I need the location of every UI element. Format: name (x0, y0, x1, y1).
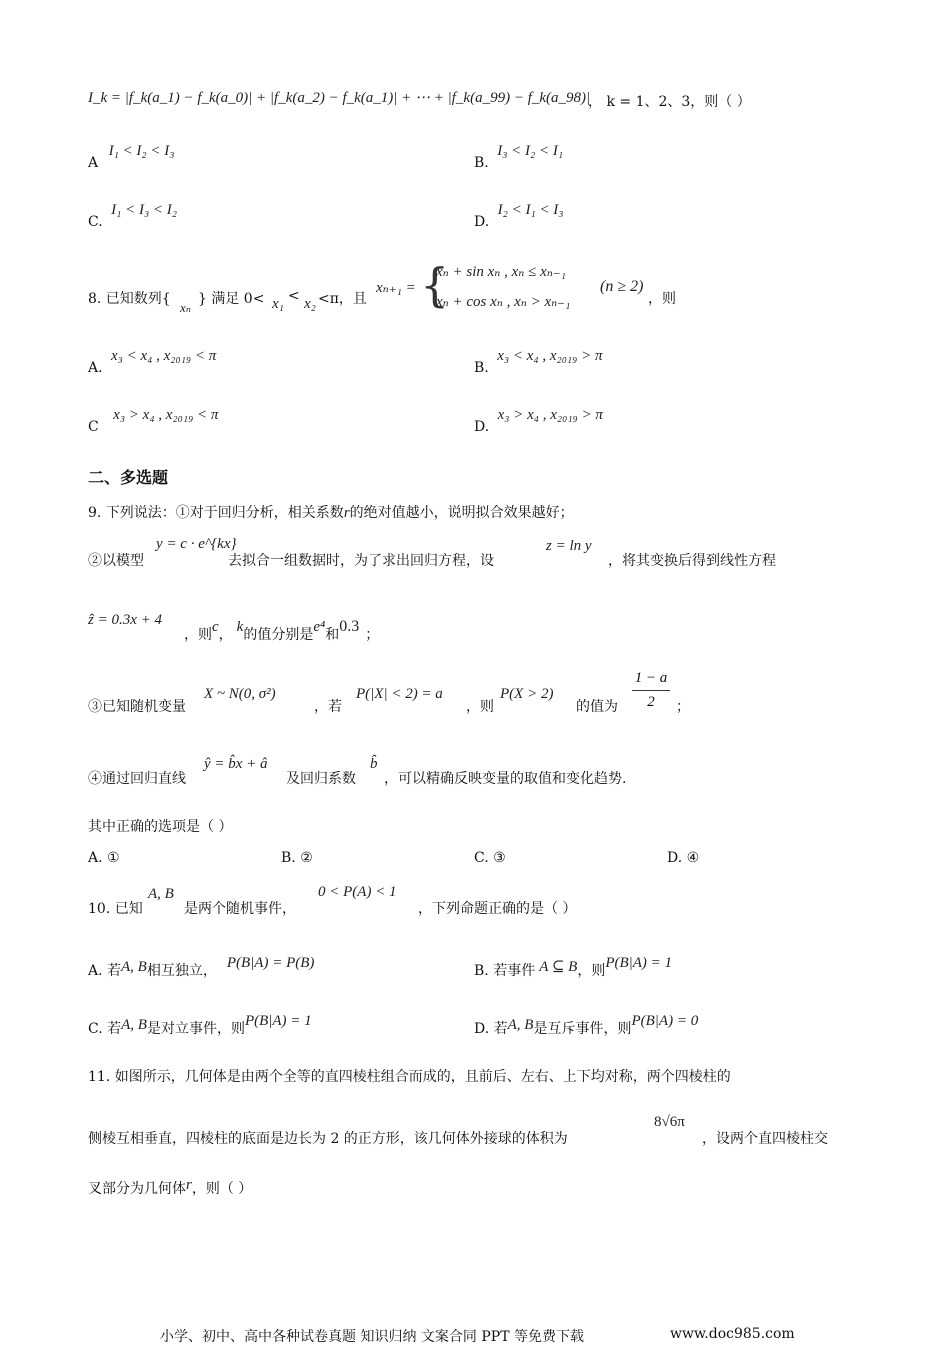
q11-vol: 8√6π (654, 1114, 685, 1130)
q10-pa: 0 < P(A) < 1 (318, 884, 397, 900)
q11-line2a: 侧棱互相垂直，四棱柱的底面是边长为 2 的正方形，该几何体外接球的体积为 (88, 1131, 568, 1147)
q9-line4d: 的值为 (576, 699, 618, 715)
option-text: ，则 (577, 963, 606, 979)
q9-pgt: P(X > 2) (500, 686, 554, 702)
q9-line5b: 及回归系数 (286, 771, 356, 787)
q9-line5a: ④通过回归直线 (88, 771, 186, 787)
q10-option-b[interactable] (474, 955, 673, 980)
q10-b: 是两个随机事件， (184, 901, 296, 917)
q9-e4: e⁴ (313, 619, 326, 635)
option-label: D. (474, 419, 490, 435)
fraction-numerator: 1 − a (634, 670, 668, 686)
option-events: A, B (507, 1017, 534, 1033)
q9-xdist: X ~ N(0, σ²) (204, 686, 276, 702)
option-label: B. (474, 360, 489, 376)
option-events: A, B (121, 959, 147, 975)
option-label: C (88, 419, 99, 435)
option-text: 是对立事件，则 (146, 1021, 245, 1037)
q8-lhs: xₙ₊₁ = (376, 280, 416, 296)
q8-x1: x₁ (272, 296, 284, 312)
q7-option-c[interactable] (88, 202, 177, 231)
q11-line1: 11. 如图所示，几何体是由两个全等的直四棱柱组合而成的，且前后、左右、上下均对称，两个四棱柱的 (88, 1069, 731, 1085)
q9-comma: ， (218, 627, 233, 643)
q9-line3b: 的值分别是 (243, 627, 314, 643)
q7-option-b[interactable] (474, 143, 564, 172)
q8-prefix: 8. 已知数列{ (88, 291, 171, 307)
q11-line2b: ，设两个直四棱柱交 (702, 1131, 828, 1147)
q9-line4c: ，则 (466, 699, 494, 715)
q8-option-d[interactable] (474, 407, 603, 436)
option-expr: P(B|A) = 1 (605, 955, 673, 971)
q9-line5c: ，可以精确反映变量的取值和变化趋势. (384, 771, 627, 787)
option-text: 相互独立， (146, 963, 217, 979)
q11-r: r (186, 1177, 192, 1193)
option-label: B. (474, 155, 489, 171)
q9-line4b: ，若 (314, 699, 342, 715)
q8-option-b[interactable] (474, 348, 603, 377)
option-expr: x₃ < x₄ , x₂₀₁₉ > π (497, 348, 603, 364)
q9-line3a: ，则 (184, 627, 212, 643)
q9-zhat: ẑ = 0.3x + 4 (88, 612, 162, 628)
option-expr: x₃ > x₄ , x₂₀₁₉ > π (497, 407, 603, 423)
q9-line4a: ③已知随机变量 (88, 699, 186, 715)
option-label: A. 若 (88, 963, 122, 979)
q10-c: ，下列命题正确的是（ ） (418, 901, 577, 917)
option-expr: I₁ < I₃ < I₂ (111, 202, 177, 218)
q9-line1a: 9. 下列说法：①对于回归分析，相关系数 (88, 505, 344, 521)
q9-v03: 0.3 (339, 618, 360, 635)
q9-yhat: ŷ = b̂x + â (204, 756, 268, 772)
q9-line2a: ②以模型 (88, 553, 144, 569)
q8-case2: xₙ + cos xₙ , xₙ > xₙ₋₁ (436, 294, 571, 310)
option-expr: P(B|A) = P(B) (226, 955, 315, 971)
q8-xn: xₙ (180, 300, 192, 315)
q9-model: y = c · e^{kx} (156, 536, 237, 552)
q7-tail: ， k = 1、2、3，则（ ） (588, 94, 751, 110)
q9-z: z = ln y (546, 538, 592, 554)
option-events: A ⊆ B (539, 959, 578, 975)
q9-semi2: ； (676, 699, 690, 715)
q9-c: c (212, 619, 219, 635)
option-expr: x₃ < x₄ , x₂₀₁₉ < π (111, 348, 217, 364)
q9-line2 (88, 550, 144, 570)
option-label: C. 若 (88, 1021, 122, 1037)
option-label: D. 若 (474, 1021, 508, 1037)
fraction-denominator: 2 (647, 694, 655, 710)
q7-formula: I_k = |f_k(a_1) − f_k(a_0)| + |f_k(a_2) − f_k(a_1)| + ⋯ + |f_k(a_99) − f_k(a_98)| (88, 90, 591, 106)
q8-after: <π，且 (318, 291, 367, 307)
q9-line3 (184, 618, 380, 644)
q10-ab: A, B (148, 886, 174, 902)
option-events: A, B (121, 1017, 147, 1033)
q11-line3a: 叉部分为几何体 (88, 1181, 186, 1197)
q7-option-d[interactable] (474, 202, 564, 231)
q9-bhat: b̂ (370, 756, 378, 772)
section-title: 二、多选题 (88, 468, 169, 487)
q8-brace: { (420, 258, 450, 312)
q8-option-a[interactable] (88, 348, 217, 377)
q11-line3b: ，则（ ） (191, 1181, 253, 1197)
footer-text: 小学、初中、高中各种试卷真题 知识归纳 文案合同 PPT 等免费下载 (160, 1329, 584, 1345)
q9-k: k (236, 619, 244, 635)
option-expr: I₃ < I₂ < I₁ (497, 143, 564, 159)
option-expr: x₃ > x₄ , x₂₀₁₉ < π (113, 407, 219, 423)
q9-r: r (343, 505, 350, 521)
q9-option-c[interactable]: C. ③ (474, 850, 506, 866)
option-expr: P(B|A) = 1 (244, 1013, 312, 1029)
q8-option-c[interactable] (88, 407, 219, 436)
q9-line2c: ，将其变换后得到线性方程 (608, 553, 776, 569)
q10-option-a[interactable] (88, 955, 315, 980)
q8-end: ，则 (648, 291, 676, 307)
option-label: D. (474, 214, 490, 230)
footer-site-link[interactable]: www.doc985.com (670, 1326, 795, 1342)
q8-x2: x₂ (304, 296, 316, 312)
q11-line3 (88, 1178, 252, 1198)
q8-case1: xₙ + sin xₙ , xₙ ≤ xₙ₋₁ (436, 264, 566, 280)
q8-lt: < (288, 288, 300, 304)
q9-fraction (632, 670, 670, 711)
q9-line1b: 的绝对值越小，说明拟合效果越好； (349, 505, 574, 521)
option-expr: P(B|A) = 0 (631, 1013, 699, 1029)
q9-line1 (88, 502, 574, 522)
option-label: B. 若事件 (474, 963, 536, 979)
q9-option-a[interactable]: A. ① (88, 850, 120, 866)
q9-ask: 其中正确的选项是（ ） (88, 819, 233, 835)
option-text: 是互斥事件，则 (533, 1021, 632, 1037)
q8-cond: (n ≥ 2) (600, 278, 644, 295)
q9-pcond: P(|X| < 2) = a (356, 686, 443, 702)
option-expr: I₂ < I₁ < I₃ (497, 202, 564, 218)
option-label: A (88, 155, 99, 171)
q9-line2b: 去拟合一组数据时，为了求出回归方程，设 (228, 553, 494, 569)
q9-option-d[interactable]: D. ④ (667, 850, 700, 866)
q8-mid: } 满足 0< (198, 291, 265, 307)
option-label: C. (88, 214, 103, 230)
q9-and: 和 (325, 627, 340, 643)
q10-option-c[interactable] (88, 1013, 312, 1038)
q9-semi: ； (365, 627, 380, 643)
option-expr: I₁ < I₂ < I₃ (108, 143, 175, 159)
option-label: A. (88, 360, 103, 376)
q10-a: 10. 已知 (88, 901, 143, 917)
q10-option-d[interactable] (474, 1013, 699, 1038)
q7-option-a[interactable] (88, 143, 175, 172)
q9-option-b[interactable]: B. ② (281, 850, 313, 866)
